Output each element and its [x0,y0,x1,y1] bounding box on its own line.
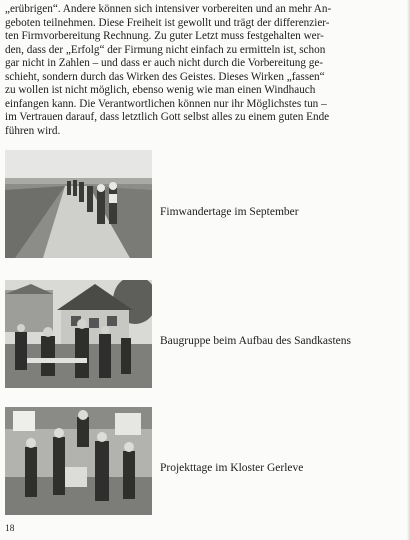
page-number: 18 [5,524,15,534]
photo-project-days [5,407,152,515]
body-text [5,3,383,138]
body-text-line: führen wird. [5,124,61,137]
figure-caption: Fimwandertage im September [160,206,299,218]
body-text-line: den, dass der „Erfolg“ der Firmung nicht einfach zu ermitteln ist, schon [5,43,326,56]
body-text-line: im Vertrauen darauf, dass letztlich Gott selbst alles zu einem guten Ende [5,111,330,124]
body-text-line: schieht, sondern durch das Wirken des Geistes. Dieses Wirken „fassen“ [5,70,325,83]
photo-hiking-group [5,150,152,258]
body-text-line: zu wollen ist nicht möglich, ebenso wenig wie man einen Windhauch [5,84,316,97]
body-text-line: geboten teilnehmen. Diese Freiheit ist gewollt und trägt der differenzier- [5,16,330,29]
figure-caption: Baugruppe beim Aufbau des Sandkastens [160,335,351,347]
figure-caption: Projekttage im Kloster Gerleve [160,462,304,474]
body-text-line: „erübrigen“. Andere können sich intensiver vorbereiten und an mehr An- [5,3,332,15]
body-text-line: gar nicht in Zahlen – und dass er auch nicht durch die Vorbereitung ge- [5,57,324,70]
body-text-line: ten Firmvorbereitung Rechnung. Zu guter Letzt muss festgehalten wer- [5,30,324,43]
photo-building-group [5,280,152,388]
body-text-line: einfangen kann. Die Verantwortlichen können nur ihr Möglichstes tun – [5,97,327,110]
